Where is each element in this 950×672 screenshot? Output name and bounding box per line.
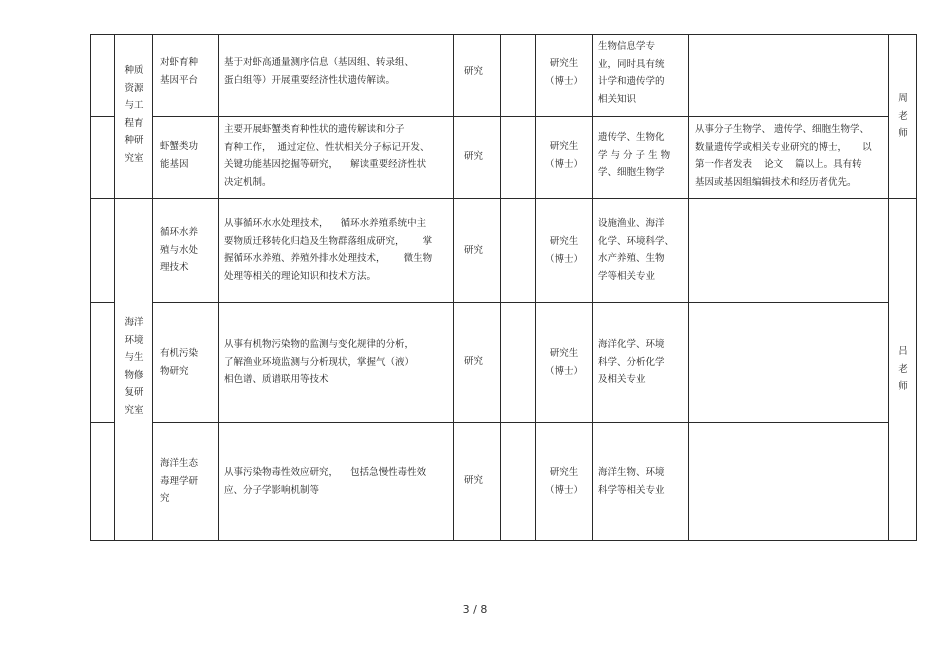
grid-line — [114, 34, 115, 541]
grid-line — [916, 34, 917, 541]
grid-line — [453, 34, 454, 541]
degree-requirement: 研究生 （博士） — [544, 348, 583, 377]
degree-requirement: 研究生 （博士） — [544, 467, 583, 496]
post-type: 研究 — [464, 66, 484, 77]
grid-line — [152, 422, 888, 423]
grid-line — [688, 34, 689, 541]
major-requirement: 海洋生物、环境 科学等相关专业 — [598, 467, 665, 496]
research-content: 从事循环水水处理技术， 循环水养殖系统中主 要物质迁移转化归趋及生物群落组成研究， 掌 握循环水养殖、养殖外排水处理技术， 微生物 处理等相关的理论知识和技术方法。 — [224, 218, 433, 282]
degree-requirement: 研究生 （博士） — [544, 236, 583, 265]
contact-person: 吕 老 师 — [898, 346, 908, 392]
contact-person: 周 老 师 — [898, 93, 908, 139]
platform-name: 对虾育种 基因平台 — [160, 57, 199, 86]
grid-line — [592, 34, 593, 541]
department-name: 种质 资源 与工 程育 种研 究室 — [124, 65, 144, 164]
major-requirement: 设施渔业、海洋 化学、环境科学、 水产养殖、生物 学等相关专业 — [598, 218, 675, 282]
post-type: 研究 — [464, 245, 484, 256]
grid-line — [90, 540, 916, 541]
page-number: 3 / 8 — [462, 603, 488, 616]
platform-name: 虾蟹类功 能基因 — [160, 141, 199, 170]
grid-line — [90, 34, 916, 35]
major-requirement: 生物信息学专 业，同时具有统 计学和遗传学的 相关知识 — [598, 41, 665, 105]
department-name: 海洋 环境 与生 物修 复研 究室 — [124, 317, 144, 416]
platform-name: 海洋生态 毒理学研 究 — [160, 458, 199, 504]
grid-line — [888, 34, 889, 541]
other-requirement: 从事分子生物学、 遗传学、细胞生物学、 数量遗传学或相关专业研究的博士， 以 第一作者发表 论文 篇以上。具有转 基因或基因组编辑技术和经历者优先。 — [695, 124, 872, 188]
grid-line — [152, 34, 153, 541]
post-type: 研究 — [464, 475, 484, 486]
grid-line — [500, 34, 501, 541]
grid-line — [218, 34, 219, 541]
post-type: 研究 — [464, 151, 484, 162]
research-content: 从事有机物污染物的监测与变化规律的分析， 了解渔业环境监测与分析现状，掌握气（液） 相色谱、质谱联用等技术 — [224, 339, 415, 385]
platform-name: 循环水养 殖与水处 理技术 — [160, 227, 199, 273]
grid-line — [90, 116, 114, 117]
post-type: 研究 — [464, 356, 484, 367]
major-requirement: 遗传学、生物化 学 与 分 子 生 物 学、细胞生物学 — [598, 132, 671, 178]
platform-name: 有机污染 物研究 — [160, 348, 199, 377]
grid-line — [535, 34, 536, 541]
grid-line — [152, 302, 888, 303]
research-content: 主要开展虾蟹类育种性状的遗传解读和分子 育种工作， 通过定位、性状相关分子标记开发、 关键功能基因挖掘等研究， 解读重要经济性状 决定机制。 — [224, 124, 430, 188]
grid-line — [90, 198, 916, 199]
grid-line — [90, 422, 114, 423]
research-content: 基于对虾高通量测序信息（基因组、转录组、 蛋白组等）开展重要经济性状遗传解读。 — [224, 57, 415, 86]
major-requirement: 海洋化学、环境 科学、分析化学 及相关专业 — [598, 339, 665, 385]
grid-line — [152, 116, 888, 117]
degree-requirement: 研究生 （博士） — [544, 58, 583, 87]
research-content: 从事污染物毒性效应研究， 包括急慢性毒性效 应、分子学影响机制等 — [224, 467, 427, 496]
grid-line — [90, 302, 114, 303]
grid-line — [90, 34, 91, 541]
degree-requirement: 研究生 （博士） — [544, 141, 583, 170]
